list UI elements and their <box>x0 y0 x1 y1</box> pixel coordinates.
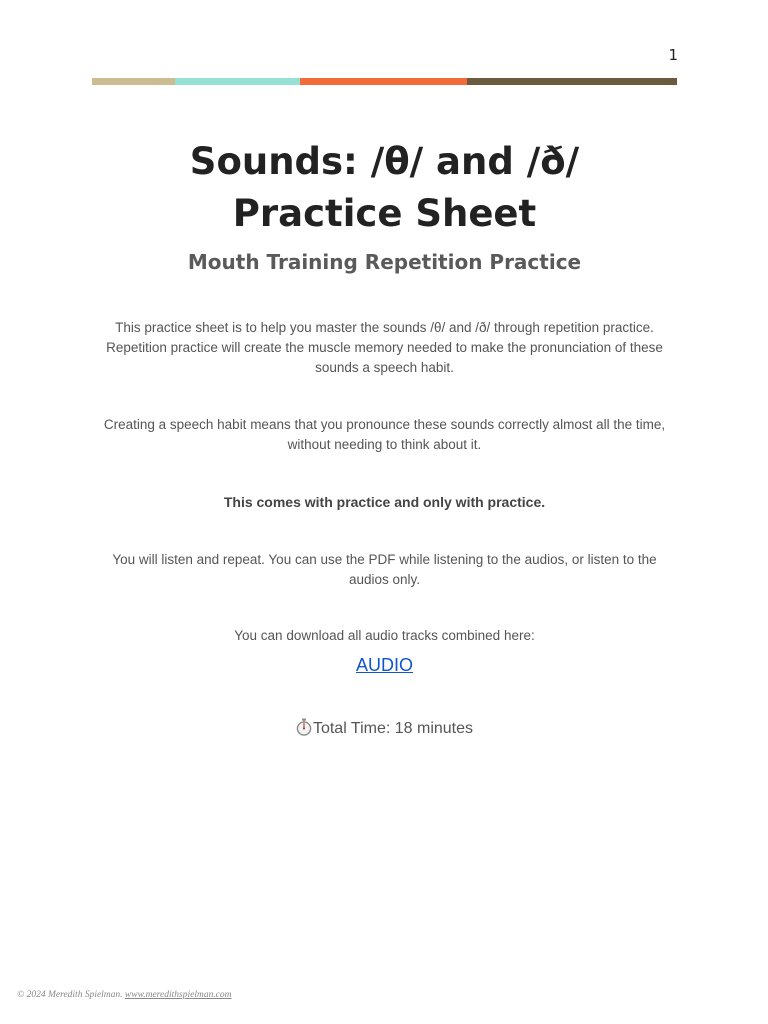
practice-emphasis-paragraph: This comes with practice and only with practice. <box>223 494 546 510</box>
download-paragraph: You can download all audio tracks combined here: <box>234 628 535 643</box>
total-time <box>92 718 677 738</box>
accent-segment <box>300 78 467 85</box>
audio-link-container <box>92 655 677 676</box>
footer <box>17 990 232 1000</box>
page-number: 1 <box>668 46 678 64</box>
speech-habit-paragraph: Creating a speech habit means that you pronounce these sounds correctly almost all the time, without needing to think about it. <box>103 417 666 452</box>
page-subtitle: Mouth Training Repetition Practice <box>187 250 582 274</box>
accent-segment <box>92 78 175 85</box>
page-title <box>92 136 677 240</box>
footer-website-link[interactable]: www.meredithspielman.com <box>124 990 232 1000</box>
total-time-label: Total Time: 18 minutes <box>312 720 474 737</box>
title-line-2: Practice Sheet <box>232 192 537 235</box>
audio-download-link[interactable]: AUDIO <box>355 655 413 675</box>
intro-paragraph: This practice sheet is to help you master the sounds /θ/ and /ð/ through repetition practice. Repetition practice will create the muscle memory needed to make the pronunciation of these sounds a speech habit. <box>106 320 663 375</box>
accent-segment <box>467 78 677 85</box>
stopwatch-icon <box>296 718 312 736</box>
accent-segment <box>175 78 300 85</box>
accent-color-bar <box>92 78 677 85</box>
title-line-1: Sounds: /θ/ and /ð/ <box>189 140 580 183</box>
footer-copyright: © 2024 Meredith Spielman. <box>17 990 125 1000</box>
listen-repeat-paragraph: You will listen and repeat. You can use the PDF while listening to the audios, or listen to the audios only. <box>112 552 657 587</box>
